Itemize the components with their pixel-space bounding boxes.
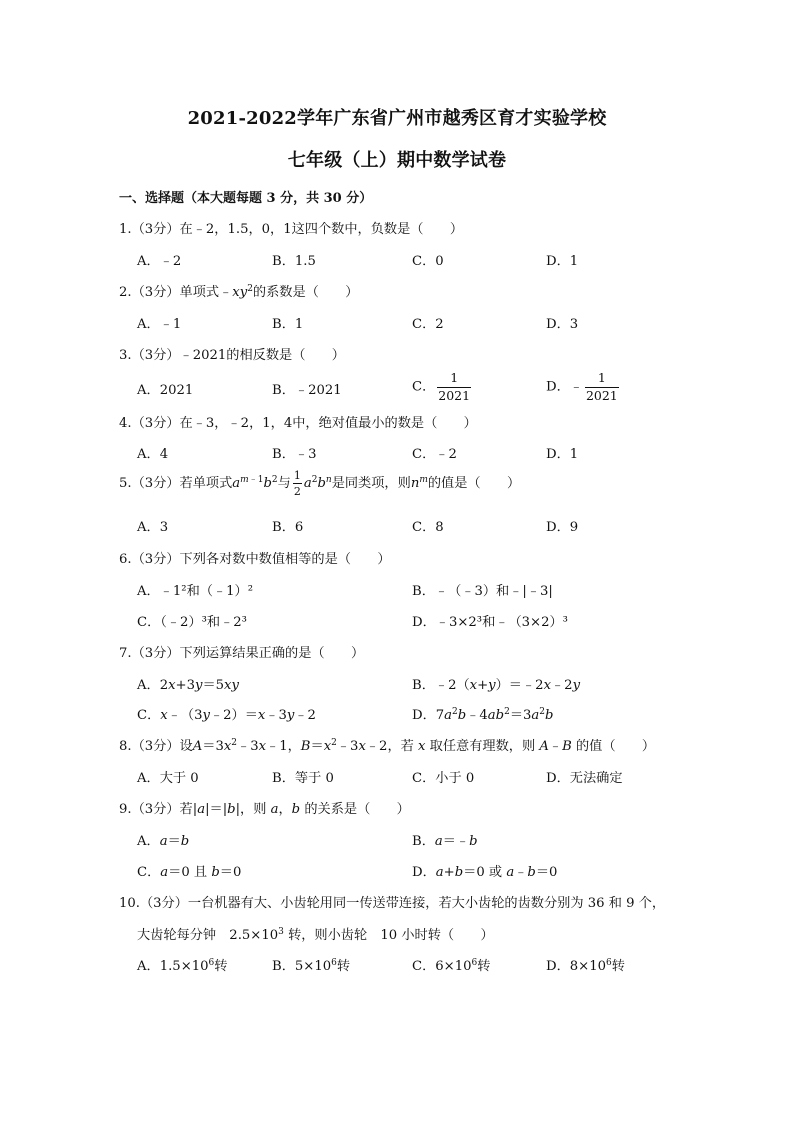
q2-option-a: A．﹣1 (137, 317, 182, 332)
q4-option-d: D．1 (546, 447, 579, 462)
question-2: 2.（3分）单项式$﹣xy^2$的系数是（ ） (119, 284, 359, 300)
question-9: 9.（3分）若|a|＝|b|，则 a，b 的关系是（ ） (119, 802, 410, 817)
q5-option-b: B．6 (272, 520, 304, 535)
q5-option-d: D．9 (546, 520, 579, 535)
q10-option-d: D．$8\times 10^6$转 (546, 958, 625, 974)
q3-option-b: B．﹣2021 (272, 383, 342, 398)
question-10: 10.（3分）一台机器有大、小齿轮用同一传送带连接，若大小齿轮的齿数分别为 36 和 9 个， (119, 896, 666, 911)
q10-option-c: C．$6\times 10^6$转 (412, 958, 491, 974)
q1-option-c: C．0 (412, 254, 444, 269)
q6-option-d: D．﹣3×2³和﹣（3×2）³ (412, 615, 568, 630)
q2-option-d: D．3 (546, 317, 579, 332)
question-1: 1.（3分）在﹣2，1.5，0，1这四个数中，负数是（ ） (119, 222, 464, 237)
q10-option-b: B．$5\times 10^6$转 (272, 958, 351, 974)
page-subtitle: 七年级（上）期中数学试卷 (287, 150, 507, 171)
q2-option-c: C．2 (412, 317, 444, 332)
question-4: 4.（3分）在﹣3，﹣2，1，4中，绝对值最小的数是（ ） (119, 416, 477, 431)
q5-option-a: A．3 (137, 520, 169, 535)
question-5: 5.（3分）若单项式$a^{m﹣1}b^2$与 $\frac{1}{2}$ $a^2b^n$是同类项，则$n^m$的值是（ ） (119, 469, 521, 498)
question-7: 7.（3分）下列运算结果正确的是（ ） (119, 646, 365, 661)
q8-option-b: B．等于 0 (272, 771, 334, 786)
q2-option-b: B．1 (272, 317, 304, 332)
section-heading: 一、选择题（本大题每题 3 分，共 30 分） (119, 191, 373, 206)
question-3: 3.（3分）﹣2021的相反数是（ ） (119, 348, 345, 363)
q9-option-c: C．a＝0 且 b＝0 (137, 865, 242, 880)
fraction: $\frac{1}{2}$ (293, 469, 301, 498)
q7-option-d: D．$7a^2b﹣4ab^2=3a^2b$ (412, 707, 554, 723)
question-10-line-2: 大齿轮每分钟 $2.5\times 10^3$ 转，则小齿轮 10 小时转（ ） (137, 927, 494, 943)
question-6: 6.（3分）下列各对数中数值相等的是（ ） (119, 552, 391, 567)
q9-option-d: D．a+b＝0 或 a﹣b＝0 (412, 865, 558, 880)
q4-option-b: B．﹣3 (272, 447, 317, 462)
page-title: 2021-2022学年广东省广州市越秀区育才实验学校 (187, 108, 607, 129)
q1-option-d: D．1 (546, 254, 579, 269)
q1-option-b: B．1.5 (272, 254, 316, 269)
q8-option-d: D．无法确定 (546, 771, 623, 786)
q8-option-a: A．大于 0 (137, 771, 199, 786)
q4-option-a: A．4 (137, 447, 169, 462)
q7-option-b: B．﹣2（x+y）＝﹣2x﹣2y (412, 678, 581, 693)
question-8: 8.（3分）设$A=3x^2﹣3x﹣1$，$B=x^2﹣3x﹣2$，若 x 取任意有理数，则 A﹣B 的值（ ） (119, 738, 656, 754)
q6-option-c: C．（﹣2）³和﹣2³ (137, 615, 247, 630)
q6-option-b: B．﹣（﹣3）和﹣|﹣3| (412, 584, 553, 599)
q10-option-a: A．$1.5\times 10^6$转 (137, 958, 228, 974)
fraction: $\frac{1}{2021}$ (585, 370, 618, 403)
q6-option-a: A．﹣1²和（﹣1）² (137, 584, 254, 599)
q3-option-c: C． $\frac{1}{2021}$ (412, 370, 471, 403)
q4-option-c: C．﹣2 (412, 447, 457, 462)
q5-option-c: C．8 (412, 520, 444, 535)
q1-option-a: A．﹣2 (137, 254, 182, 269)
q7-option-a: A．2x+3y＝5xy (137, 678, 239, 693)
q9-option-a: A．a＝b (137, 834, 190, 849)
q3-option-d: D．﹣ $\frac{1}{2021}$ (546, 370, 618, 403)
q3-option-a: A．2021 (137, 383, 194, 398)
q8-option-c: C．小于 0 (412, 771, 475, 786)
fraction: $\frac{1}{2021}$ (438, 370, 471, 403)
q9-option-b: B．a＝﹣b (412, 834, 478, 849)
q7-option-c: C．x﹣（3y﹣2）＝x﹣3y﹣2 (137, 708, 316, 723)
